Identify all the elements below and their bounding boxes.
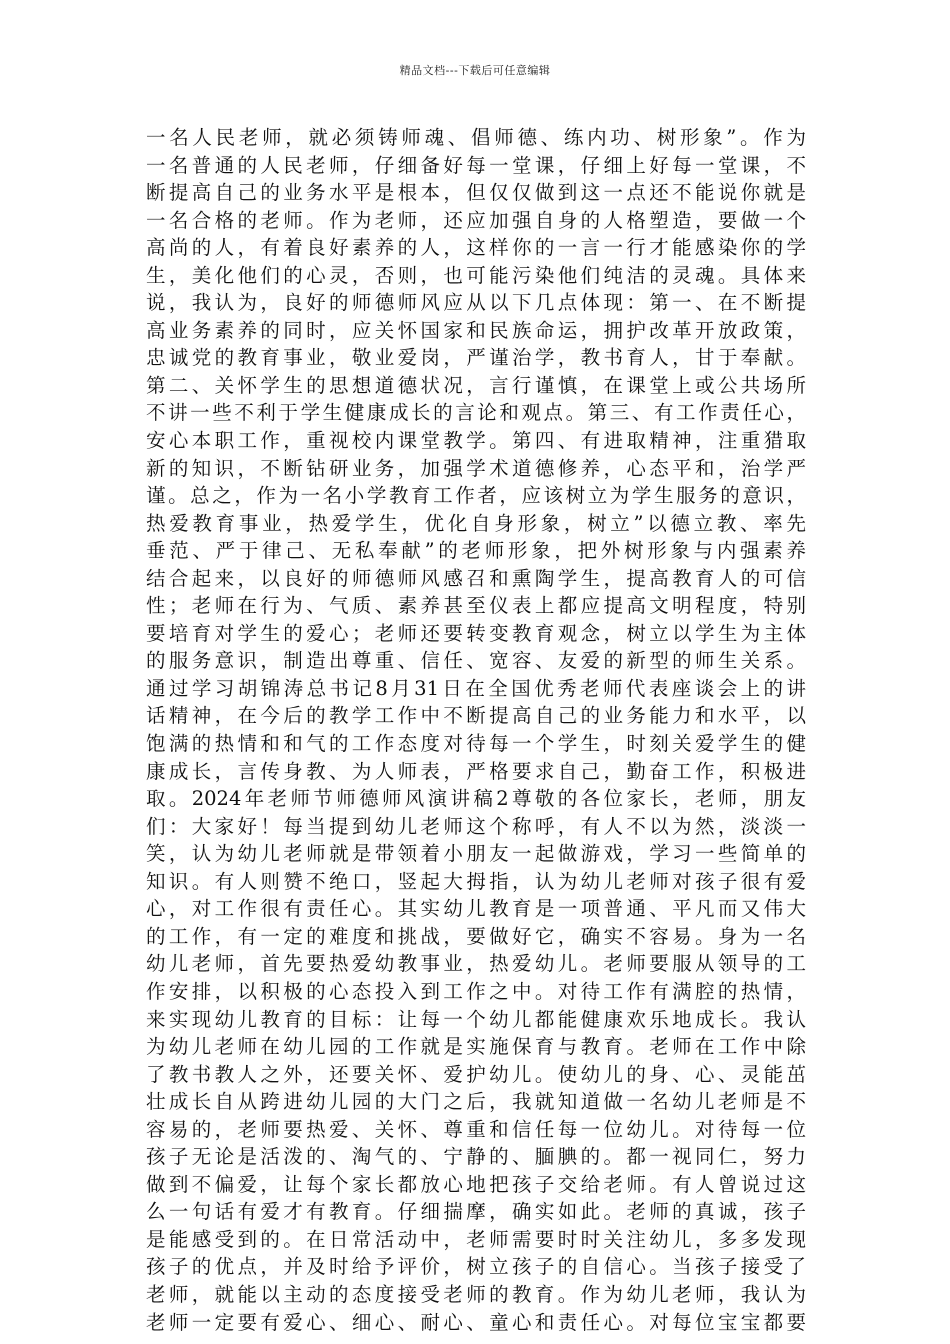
text-line: 取。2024年老师节师德师风演讲稿2尊敬的各位家长，老师，朋友 bbox=[146, 787, 806, 811]
text-line: 是能感受到的。在日常活动中，老师需要时时关注幼儿，多多发现 bbox=[146, 1227, 806, 1251]
text-line: 谨。总之，作为一名小学教育工作者，应该树立为学生服务的意识， bbox=[146, 484, 806, 508]
text-line: 要培育对学生的爱心；老师还要转变教育观念，树立以学生为主体 bbox=[146, 621, 806, 645]
text-line: 心，对工作很有责任心。其实幼儿教育是一项普通、平凡而又伟大 bbox=[146, 897, 806, 921]
text-line: 壮成长自从跨进幼儿园的大门之后，我就知道做一名幼儿老师是不 bbox=[146, 1090, 806, 1114]
text-line: 新的知识，不断钻研业务，加强学术道德修养，心态平和，治学严 bbox=[146, 456, 806, 480]
text-line: 孩子的优点，并及时给予评价，树立孩子的自信心。当孩子接受了 bbox=[146, 1255, 806, 1279]
page-header: 精品文档---下载后可任意编辑 bbox=[399, 64, 551, 77]
text-line: 容易的，老师要热爱、关怀、尊重和信任每一位幼儿。对待每一位 bbox=[146, 1117, 806, 1141]
text-line: 饱满的热情和和气的工作态度对待每一个学生，时刻关爱学生的健 bbox=[146, 732, 806, 756]
text-line: 结合起来，以良好的师德师风感召和熏陶学生，提高教育人的可信 bbox=[146, 566, 806, 590]
text-line: 作安排，以积极的心态投入到工作之中。对待工作有满腔的热情， bbox=[146, 979, 806, 1003]
text-line: 垂范、严于律己、无私奉献”的老师形象，把外树形象与内强素养 bbox=[146, 539, 806, 563]
text-line: 老师，就能以主动的态度接受老师的教育。作为幼儿老师，我认为 bbox=[146, 1282, 806, 1306]
text-line: 做到不偏爱，让每个家长都放心地把孩子交给老师。有人曾说过这 bbox=[146, 1172, 806, 1196]
text-line: 性；老师在行为、气质、素养甚至仪表上都应提高文明程度，特别 bbox=[146, 594, 806, 618]
text-line: 了教书教人之外，还要关怀、爱护幼儿。使幼儿的身、心、灵能茁 bbox=[146, 1062, 806, 1086]
text-line: 热爱教育事业，热爱学生，优化自身形象，树立”以德立教、率先 bbox=[146, 511, 806, 535]
text-line: 为幼儿老师在幼儿园的工作就是实施保育与教育。老师在工作中除 bbox=[146, 1035, 806, 1059]
text-line: 们：大家好！每当提到幼儿老师这个称呼，有人不以为然，淡淡一 bbox=[146, 814, 806, 838]
text-line: 断提高自己的业务水平是根本，但仅仅做到这一点还不能说你就是 bbox=[146, 181, 806, 205]
text-line: 说，我认为，良好的师德师风应从以下几点体现：第一、在不断提 bbox=[146, 291, 806, 315]
text-line: 的服务意识，制造出尊重、信任、宽容、友爱的新型的师生关系。 bbox=[146, 649, 806, 673]
text-line: 一名人民老师，就必须铸师魂、倡师德、练内功、树形象”。作为 bbox=[146, 126, 806, 149]
text-line: 通过学习胡锦涛总书记8月31日在全国优秀老师代表座谈会上的讲 bbox=[146, 676, 806, 700]
text-line: 高业务素养的同时，应关怀国家和民族命运，拥护改革开放政策， bbox=[146, 318, 806, 342]
text-line: 一名合格的老师。作为老师，还应加强自身的人格塑造，要做一个 bbox=[146, 208, 806, 232]
text-line: 么一句话有爱才有教育。仔细揣摩，确实如此。老师的真诚，孩子 bbox=[146, 1200, 806, 1224]
text-line: 知识。有人则赞不绝口，竖起大拇指，认为幼儿老师对孩子很有爱 bbox=[146, 869, 806, 893]
text-line: 笑，认为幼儿老师就是带领着小朋友一起做游戏，学习一些简单的 bbox=[146, 842, 806, 866]
text-line: 老师一定要有爱心、细心、耐心、童心和责任心。对每位宝宝都要 bbox=[146, 1310, 806, 1334]
text-line: 的工作，有一定的难度和挑战，要做好它，确实不容易。身为一名 bbox=[146, 924, 806, 948]
text-line: 孩子无论是活泼的、淘气的、宁静的、腼腆的。都一视同仁，努力 bbox=[146, 1145, 806, 1169]
text-line: 来实现幼儿教育的目标：让每一个幼儿都能健康欢乐地成长。我认 bbox=[146, 1007, 806, 1031]
text-line: 忠诚党的教育事业，敬业爱岗，严谨治学，教书育人，甘于奉献。 bbox=[146, 346, 806, 370]
text-line: 生，美化他们的心灵，否则，也可能污染他们纯洁的灵魂。具体来 bbox=[146, 263, 806, 287]
text-line: 高尚的人，有着良好素养的人，这样你的一言一行才能感染你的学 bbox=[146, 236, 806, 260]
text-line: 安心本职工作，重视校内课堂教学。第四、有进取精神，注重猎取 bbox=[146, 429, 806, 453]
text-line: 第二、关怀学生的思想道德状况，言行谨慎，在课堂上或公共场所 bbox=[146, 373, 806, 397]
body-text bbox=[146, 124, 806, 1336]
text-line: 一名普通的人民老师，仔细备好每一堂课，仔细上好每一堂课，不 bbox=[146, 153, 806, 177]
text-line: 幼儿老师，首先要热爱幼教事业，热爱幼儿。老师要服从领导的工 bbox=[146, 952, 806, 976]
text-line: 不讲一些不利于学生健康成长的言论和观点。第三、有工作责任心， bbox=[146, 401, 806, 425]
text-line: 话精神，在今后的教学工作中不断提高自己的业务能力和水平，以 bbox=[146, 704, 806, 728]
text-line: 康成长，言传身教、为人师表，严格要求自己，勤奋工作，积极进 bbox=[146, 759, 806, 783]
